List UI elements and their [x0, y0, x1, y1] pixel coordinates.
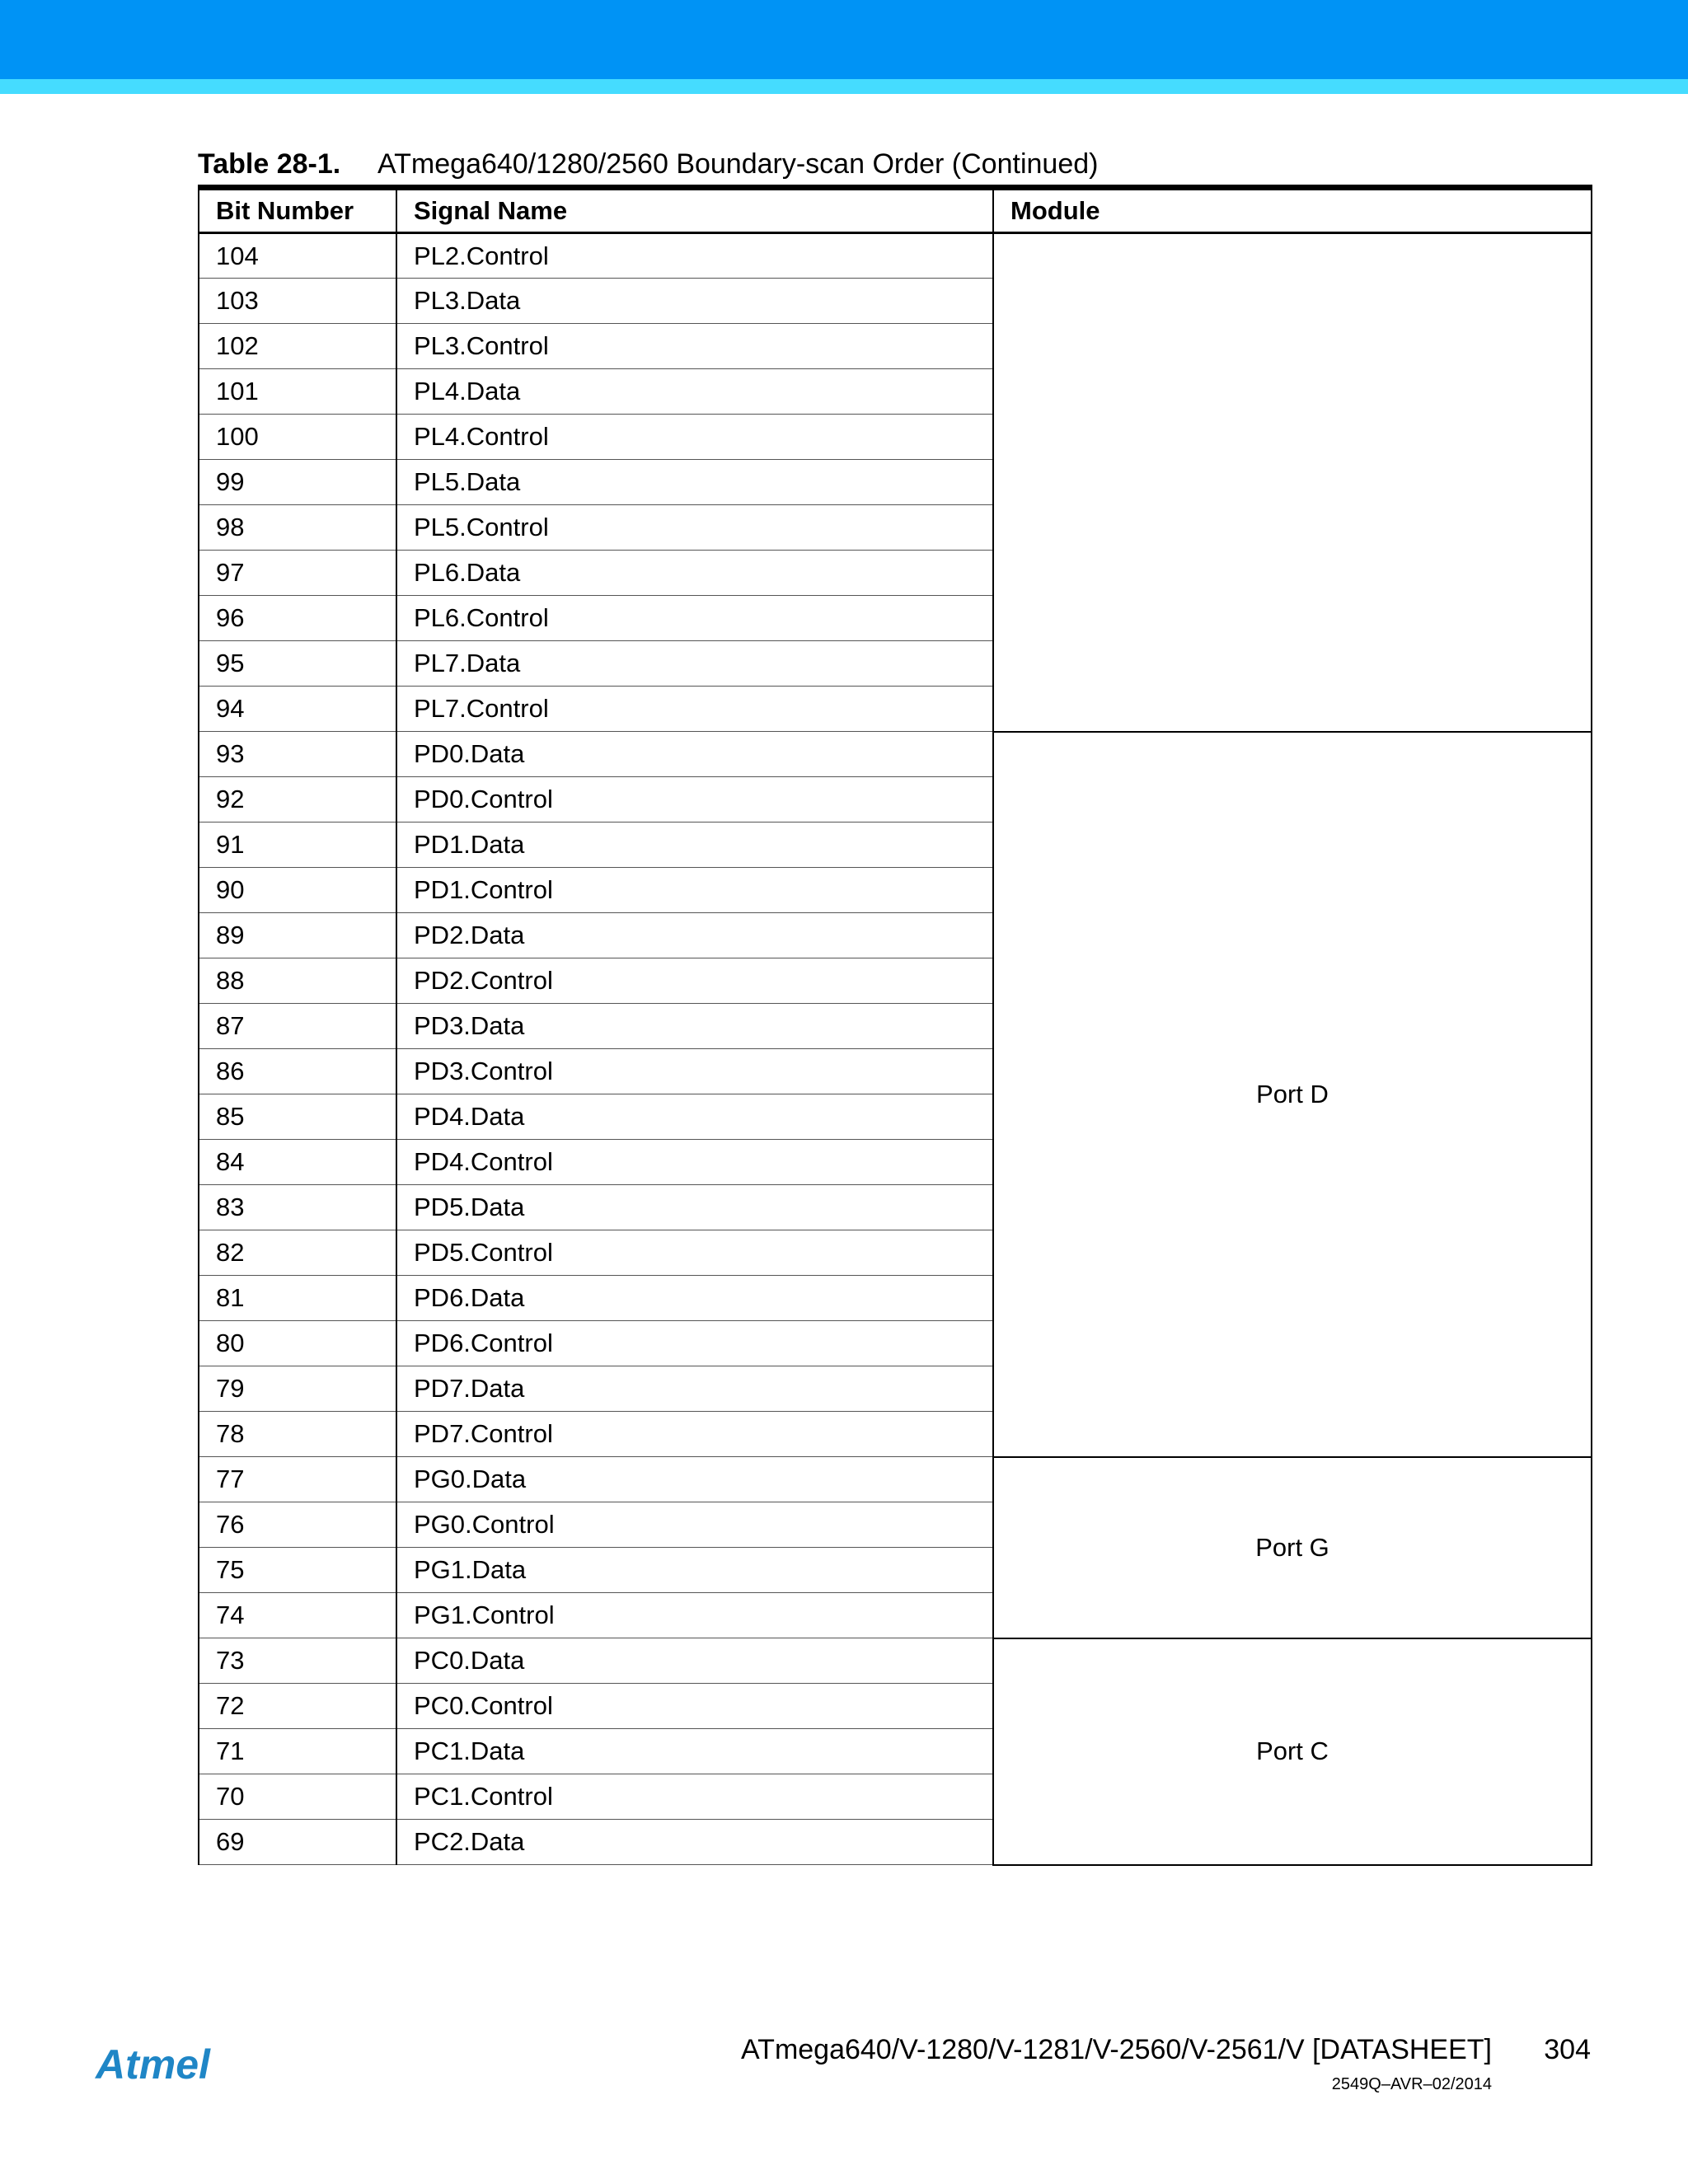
bit-number-cell: 84 [199, 1140, 396, 1185]
bit-number-cell: 78 [199, 1412, 396, 1457]
module-cell: Port G [993, 1457, 1592, 1638]
bit-number-cell: 104 [199, 233, 396, 279]
bit-number-cell: 100 [199, 415, 396, 460]
signal-name-cell: PD2.Data [396, 913, 993, 958]
signal-name-cell: PD4.Control [396, 1140, 993, 1185]
module-cell: Port D [993, 732, 1592, 1457]
bit-number-cell: 87 [199, 1004, 396, 1049]
atmel-logo-text: Atmel [96, 2041, 210, 2088]
module-cell [993, 233, 1592, 732]
bit-number-cell: 95 [199, 641, 396, 687]
bit-number-cell: 102 [199, 324, 396, 369]
bit-number-cell: 73 [199, 1638, 396, 1684]
signal-name-cell: PL6.Control [396, 596, 993, 641]
signal-name-cell: PD0.Control [396, 777, 993, 823]
bit-number-cell: 90 [199, 868, 396, 913]
boundary-scan-table [198, 185, 1592, 1866]
bit-number-cell: 85 [199, 1094, 396, 1140]
table-row [199, 732, 1592, 777]
signal-name-cell: PC1.Data [396, 1729, 993, 1774]
bit-number-cell: 83 [199, 1185, 396, 1230]
bit-number-cell: 70 [199, 1774, 396, 1820]
signal-name-cell: PD0.Data [396, 732, 993, 777]
bit-number-cell: 80 [199, 1321, 396, 1366]
footer-document-title: ATmega640/V-1280/V-1281/V-2560/V-2561/V [DATASHEET] [741, 2034, 1492, 2065]
bit-number-cell: 103 [199, 279, 396, 324]
column-header-bit-number: Bit Number [199, 188, 396, 233]
signal-name-cell: PD5.Control [396, 1230, 993, 1276]
signal-name-cell: PD7.Data [396, 1366, 993, 1412]
page-number: 304 [1544, 2034, 1591, 2065]
table-row [199, 233, 1592, 279]
column-header-module: Module [993, 188, 1592, 233]
bit-number-cell: 92 [199, 777, 396, 823]
atmel-logo [92, 2036, 249, 2093]
bit-number-cell: 77 [199, 1457, 396, 1502]
signal-name-cell: PC1.Control [396, 1774, 993, 1820]
bit-number-cell: 69 [199, 1820, 396, 1865]
signal-name-cell: PD1.Data [396, 823, 993, 868]
bit-number-cell: 93 [199, 732, 396, 777]
signal-name-cell: PD6.Data [396, 1276, 993, 1321]
bit-number-cell: 82 [199, 1230, 396, 1276]
signal-name-cell: PL7.Data [396, 641, 993, 687]
bit-number-cell: 74 [199, 1593, 396, 1638]
signal-name-cell: PG0.Data [396, 1457, 993, 1502]
signal-name-cell: PL6.Data [396, 551, 993, 596]
bit-number-cell: 96 [199, 596, 396, 641]
table-caption-label: Table 28-1. [198, 148, 341, 180]
signal-name-cell: PD2.Control [396, 958, 993, 1004]
signal-name-cell: PG1.Control [396, 1593, 993, 1638]
signal-name-cell: PL5.Data [396, 460, 993, 505]
signal-name-cell: PL4.Data [396, 369, 993, 415]
signal-name-cell: PD1.Control [396, 868, 993, 913]
table-header-row [199, 188, 1592, 233]
signal-name-cell: PL7.Control [396, 687, 993, 732]
signal-name-cell: PC0.Control [396, 1684, 993, 1729]
bit-number-cell: 89 [199, 913, 396, 958]
bit-number-cell: 72 [199, 1684, 396, 1729]
bit-number-cell: 76 [199, 1502, 396, 1548]
bit-number-cell: 71 [199, 1729, 396, 1774]
table-caption-title: ATmega640/1280/2560 Boundary-scan Order (Continued) [377, 148, 1099, 180]
signal-name-cell: PD5.Data [396, 1185, 993, 1230]
bit-number-cell: 81 [199, 1276, 396, 1321]
signal-name-cell: PL3.Data [396, 279, 993, 324]
bit-number-cell: 91 [199, 823, 396, 868]
signal-name-cell: PG1.Data [396, 1548, 993, 1593]
table-body [199, 233, 1592, 1865]
signal-name-cell: PL5.Control [396, 505, 993, 551]
bit-number-cell: 98 [199, 505, 396, 551]
signal-name-cell: PL3.Control [396, 324, 993, 369]
signal-name-cell: PC2.Data [396, 1820, 993, 1865]
signal-name-cell: PG0.Control [396, 1502, 993, 1548]
bit-number-cell: 101 [199, 369, 396, 415]
signal-name-cell: PD4.Data [396, 1094, 993, 1140]
bit-number-cell: 79 [199, 1366, 396, 1412]
signal-name-cell: PD3.Control [396, 1049, 993, 1094]
bit-number-cell: 75 [199, 1548, 396, 1593]
header-stripe [0, 79, 1688, 94]
signal-name-cell: PC0.Data [396, 1638, 993, 1684]
table-row [199, 1638, 1592, 1684]
bit-number-cell: 97 [199, 551, 396, 596]
table-caption [198, 145, 1098, 183]
module-cell: Port C [993, 1638, 1592, 1865]
column-header-signal-name: Signal Name [396, 188, 993, 233]
bit-number-cell: 86 [199, 1049, 396, 1094]
signal-name-cell: PL2.Control [396, 233, 993, 279]
bit-number-cell: 94 [199, 687, 396, 732]
signal-name-cell: PD6.Control [396, 1321, 993, 1366]
signal-name-cell: PD3.Data [396, 1004, 993, 1049]
document-code: 2549Q–AVR–02/2014 [1331, 2075, 1492, 2093]
header-band [0, 0, 1688, 79]
signal-name-cell: PL4.Control [396, 415, 993, 460]
bit-number-cell: 88 [199, 958, 396, 1004]
bit-number-cell: 99 [199, 460, 396, 505]
table-row [199, 1457, 1592, 1502]
signal-name-cell: PD7.Control [396, 1412, 993, 1457]
